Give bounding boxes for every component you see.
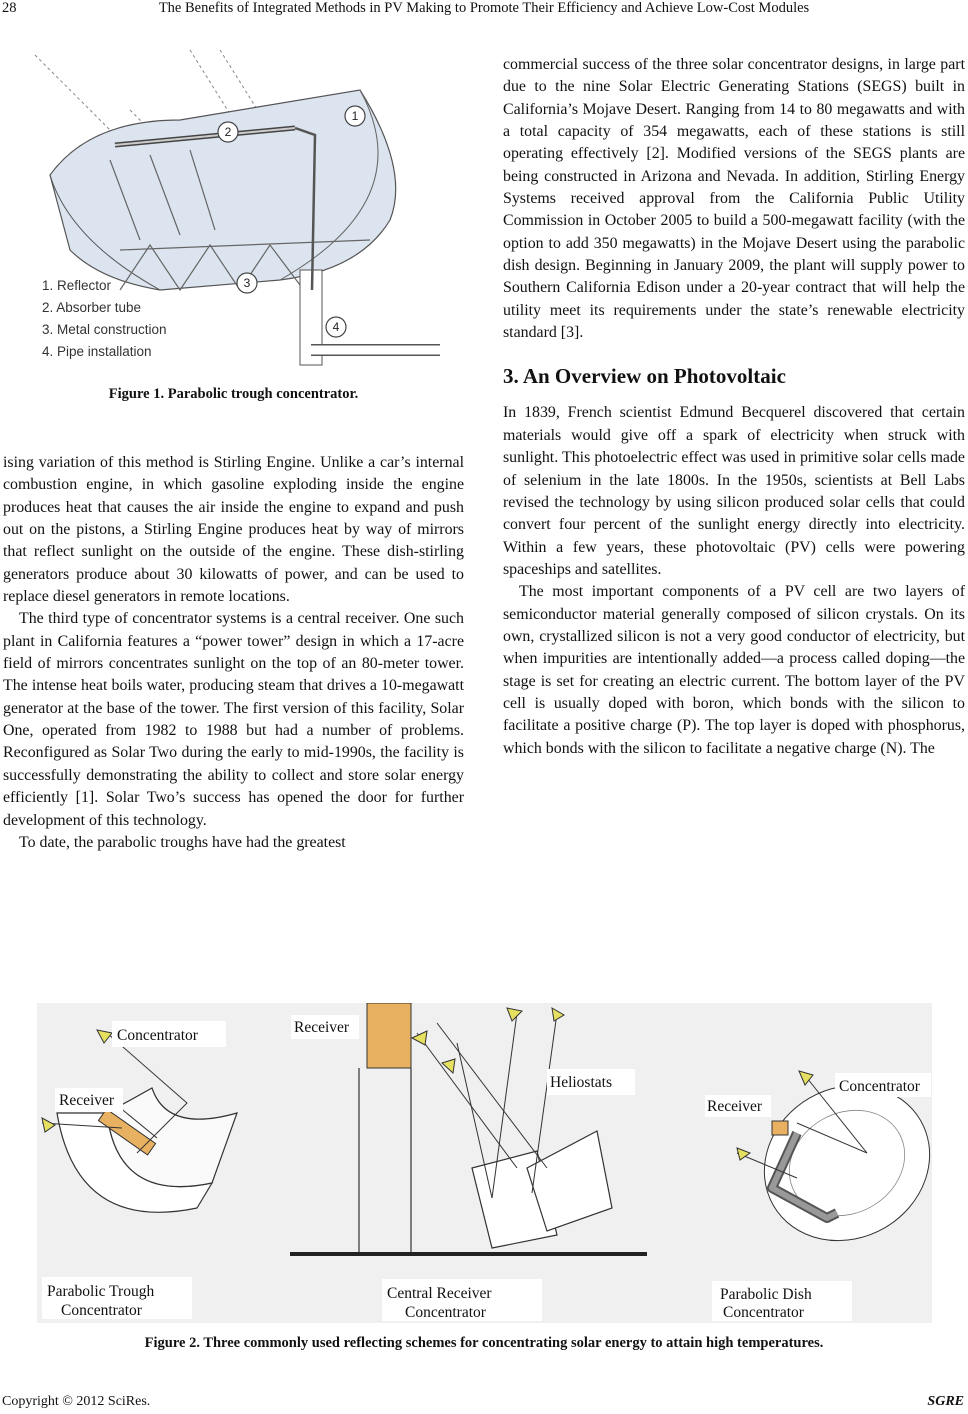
callout-1: 1 <box>351 109 359 123</box>
right-column <box>503 54 965 760</box>
concentrator-schemes-illustration <box>37 1003 932 1323</box>
paragraph: The most important components of a PV cell are two layers of semiconductor material generally composed of silicon crystals. On its own, crystallized silicon is not a very good conductor of electricity, but when impurities are intentionally added—a process called doping—the stage is set for creating an electric current. The bottom layer of the PV cell is usually doped with boron, which bonds with the silicon to facilitate a positive charge (P). The top layer is doped with phosphorus, which bonds with the silicon to facilitate a negative charge (N). The <box>503 583 965 757</box>
figure-2-caption: Figure 2. Three commonly used reflecting schemes for concentrating solar energy to attain high temperatures. <box>144 1335 824 1351</box>
running-header <box>0 0 968 22</box>
label-dish-title-2: Concentrator <box>723 1304 804 1321</box>
callout-4: 4 <box>332 320 340 334</box>
label-trough-title-1: Parabolic Trough <box>47 1283 155 1300</box>
label-dish-title-1: Parabolic Dish <box>720 1286 812 1303</box>
label-tower-receiver: Receiver <box>294 1019 350 1036</box>
callout-2: 2 <box>224 125 232 139</box>
label-trough-receiver: Receiver <box>59 1092 115 1109</box>
parabolic-trough-illustration <box>30 50 440 368</box>
figure-2-image <box>37 1003 932 1323</box>
journal-name: SGRE <box>927 1394 964 1409</box>
label-trough-title-2: Concentrator <box>61 1302 142 1319</box>
label-central-title-2: Concentrator <box>405 1304 486 1321</box>
legend-item-pipe-installation: 4. Pipe installation <box>42 344 152 359</box>
label-central-title-1: Central Receiver <box>387 1285 492 1302</box>
left-column <box>3 452 464 854</box>
paragraph: In 1839, French scientist Edmund Becquerel discovered that certain materials would give off a spark of electricity when struck with sunlight. This photoelectric effect was used in primitive solar cells made of selenium in the late 1800s. In the 1950s, scientists at Bell Labs revised the technology by using silicon produced solar cells that could convert four percent of the sunlight energy directly into electricity. Within a few years, these photovoltaic (PV) cells were powering spaceships and satellites. <box>503 404 965 578</box>
callout-3: 3 <box>243 276 251 290</box>
figure-1-caption: Figure 1. Parabolic trough concentrator. <box>108 386 359 402</box>
label-heliostats: Heliostats <box>550 1074 612 1091</box>
paragraph: To date, the parabolic troughs have had the greatest <box>19 833 346 851</box>
paragraph: The third type of concentrator systems is a central receiver. One such plant in California features a “power tower” design in which a 17-acre field of mirrors concentrates sunlight on the top of an 80-meter tower. The intense heat boils water, producing steam that drives a 10-megawatt generator at the base of the tower. The first version of this facility, Solar One, operated from 1982 to 1988 but had a number of problems. Reconfigured as Solar Two during the early to mid-1990s, the facility is successfully demonstrating the ability to collect and store solar energy efficiently [1]. Solar Two’s success has opened the door for further development of this technology. <box>3 610 464 829</box>
legend-item-absorber-tube: 2. Absorber tube <box>42 300 142 315</box>
label-dish-receiver: Receiver <box>707 1098 763 1115</box>
paragraph: commercial success of the three solar concentrator designs, in large part due to the nine Solar Electric Generating Stations (SEGS) built in California’s Mojave Desert. Ranging from 14 to 80 megawatts and with a total capacity of 354 megawatts, each of these stations is still operating effectively [2]. Modified versions of the SEGS plants are being constructed in Arizona and Nevada. In addition, Stirling Energy Systems received approval from the California Public Utility Commission in October 2005 to build a 500-megawatt facility (with the option to add 350 megawatts) in the Mojave Desert using the parabolic dish design. Beginning in January 2009, the plant will supply power to Southern California Edison under a 20-year contract that will help the utility meet its requirements under the state’s renewable electricity standard [3]. <box>503 56 965 342</box>
paragraph: ising variation of this method is Stirling Engine. Unlike a car’s internal combustion engine, in which gasoline exploding inside the engine produces heat that causes the air inside the engine to expand and push out on the pistons, a Stirling Engine produces heat by way of mirrors that reflect sunlight on the outside of the engine. These dish-stirling generators produce about 30 kilowatts of power, and can be used to replace diesel generators in remote locations. <box>3 454 464 606</box>
running-title: The Benefits of Integrated Methods in PV Making to Promote Their Efficiency and Achieve Low-Cost Modules <box>158 0 810 16</box>
figure-1-image <box>30 50 440 368</box>
label-trough-concentrator: Concentrator <box>117 1027 198 1044</box>
page-number: 28 <box>2 0 17 16</box>
label-dish-concentrator: Concentrator <box>839 1078 920 1095</box>
copyright: Copyright © 2012 SciRes. <box>2 1394 151 1409</box>
legend-item-reflector: 1. Reflector <box>42 278 112 293</box>
legend-item-metal-construction: 3. Metal construction <box>42 322 167 337</box>
section-heading: 3. An Overview on Photovoltaic <box>503 364 786 389</box>
